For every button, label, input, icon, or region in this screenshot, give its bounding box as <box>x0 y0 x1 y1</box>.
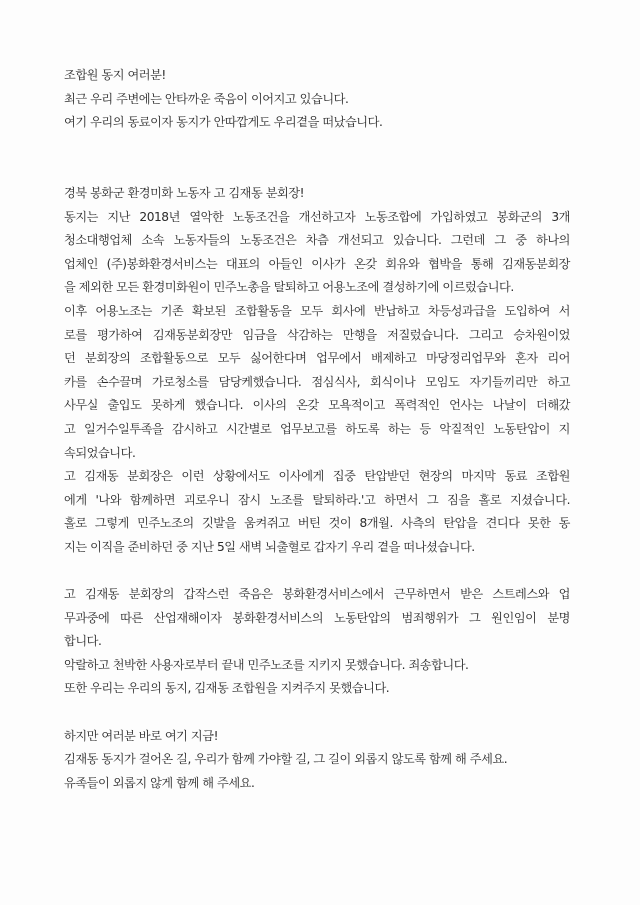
text-line: 하지만 여러분 바로 여기 지금! <box>64 728 219 743</box>
paragraph-gap <box>64 559 584 583</box>
closing-paragraph <box>64 725 584 796</box>
text-line: 무과중에 따른 산업재해이자 봉화환경서비스의 노동탄압의 범죄행위가 그 원인임이 분명 <box>64 610 570 625</box>
text-line: 또한 우리는 우리의 동지, 김재동 조합원을 지켜주지 못했습니다. <box>64 681 390 696</box>
text-line: 이후 어용노조는 기존 확보된 조합활동을 모두 회사에 반납하고 차등성과급을 도입하여 서 <box>64 303 570 318</box>
text-line: 홀로 그렇게 민주노조의 깃발을 움켜쥐고 버틴 것이 8개월. 사측의 탄압을 견디다 못한 동 <box>64 516 570 531</box>
text-line: 고 일거수일투족을 감시하고 시간별로 업무보고를 하도록 하는 등 악질적인 노동탄압이 지 <box>64 421 570 436</box>
letter-body <box>64 64 584 795</box>
text-line: 고 김재동 분회장은 이런 상황에서도 이사에게 집중 탄압받던 현장의 마지막 동료 조합원 <box>64 469 570 484</box>
text-line: 악랄하고 천박한 사용자로부터 끝내 민주노조를 지키지 못했습니다. 죄송합니다. <box>64 657 469 672</box>
greeting-paragraph <box>64 64 584 135</box>
text-line: 을 제외한 모든 환경미화원이 민주노총을 탈퇴하고 어용노조에 결성하기에 이르렀습니다. <box>64 280 514 295</box>
text-line: 최근 우리 주변에는 안타까운 죽음이 이어지고 있습니다. <box>64 91 349 106</box>
story-paragraph <box>64 182 584 560</box>
text-line: 던 분회장의 조합활동으로 모두 싫어한다며 업무에서 배제하고 마당정리업무와 혼자 리어 <box>64 351 570 366</box>
text-line: 카를 손수끌며 가로청소를 담당케했습니다. 점심식사, 회식이나 모임도 자기들끼리만 하고 <box>64 374 570 389</box>
paragraph-gap <box>64 701 584 725</box>
cause-paragraph <box>64 583 584 701</box>
text-line: 속되었습니다. <box>64 445 136 460</box>
text-line: 김재동 동지가 걸어온 길, 우리가 함께 가야할 길, 그 길이 외롭지 않도록 함께 해 주세요. <box>64 752 508 767</box>
paragraph-gap <box>64 158 584 182</box>
text-line: 여기 우리의 동료이자 동지가 안따깝게도 우리곁을 떠났습니다. <box>64 115 383 130</box>
text-line: 경북 봉화군 환경미화 노동자 고 김재동 분회장! <box>64 185 305 200</box>
text-line: 지는 이직을 준비하던 중 지난 5일 새벽 뇌출혈로 갑자기 우리 곁을 떠나셨습니다. <box>64 539 475 554</box>
text-line: 로를 평가하여 김재동분회장만 임금을 삭감하는 만행을 저질렀습니다. 그리고 승차원이었 <box>64 327 570 342</box>
text-line: 업체인 (주)봉화환경서비스는 대표의 아들인 이사가 온갖 회유와 협박을 통해 김재동분회장 <box>64 256 570 271</box>
text-line: 에게 '나와 함께하면 괴로우니 잠시 노조를 탈퇴하라.'고 하면서 그 짐을 홀로 지셨습니다. <box>64 492 570 507</box>
text-line: 사무실 출입도 못하게 했습니다. 이사의 온갖 모욕적이고 폭력적인 언사는 나날이 더해갔 <box>64 398 570 413</box>
text-line: 합니다. <box>64 634 102 649</box>
text-line: 유족들이 외롭지 않게 함께 해 주세요. <box>64 775 255 790</box>
text-line: 조합원 동지 여러분! <box>64 68 166 82</box>
text-line: 고 김재동 분회장의 갑작스런 죽음은 봉화환경서비스에서 근무하면서 받은 스트레스와 업 <box>64 587 570 602</box>
text-line: 청소대행업체 소속 노동자들의 노동조건은 차츰 개선되고 있습니다. 그런데 그 중 하나의 <box>64 233 570 248</box>
text-line: 동지는 지난 2018년 열악한 노동조건을 개선하고자 노동조합에 가입하였고 봉화군의 3개 <box>64 209 570 224</box>
paragraph-gap <box>64 135 584 159</box>
